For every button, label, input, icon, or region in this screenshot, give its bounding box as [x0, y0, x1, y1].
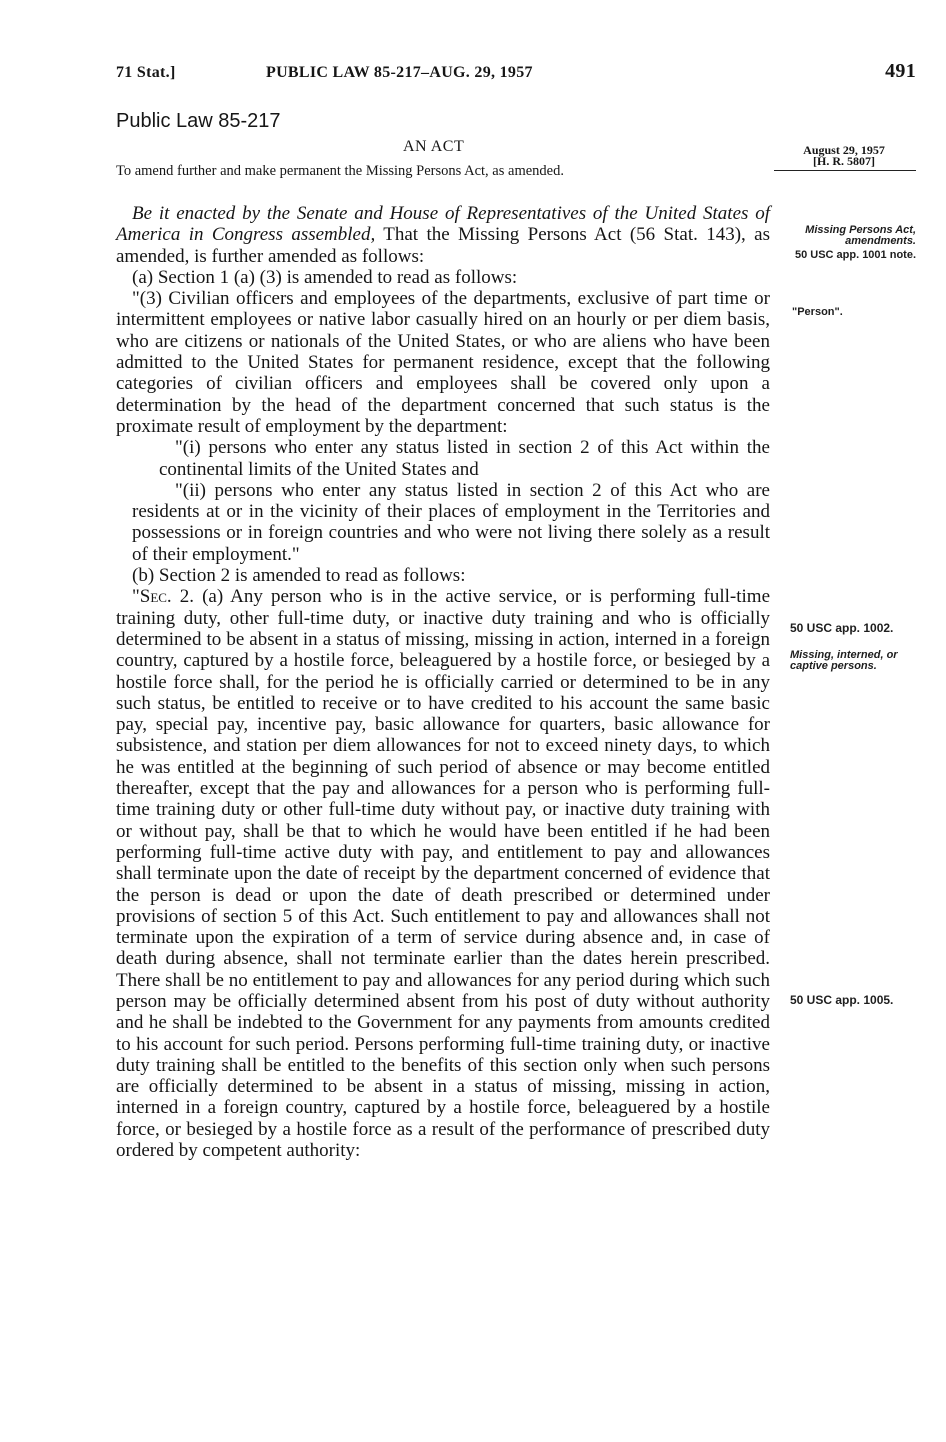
statute-volume: 71 Stat.] — [116, 64, 176, 81]
enacting-clause — [116, 203, 770, 267]
margin-note-person: "Person". — [792, 306, 843, 318]
act-body — [116, 203, 770, 1161]
act-purpose: To amend further and make permanent the Missing Persons Act, as amended. — [116, 163, 564, 179]
running-header — [116, 60, 916, 84]
public-law-title: Public Law 85-217 — [116, 110, 281, 132]
section-b-intro: (b) Section 2 is amended to read as follows: — [132, 565, 466, 587]
page-number: 491 — [885, 60, 916, 82]
section-1a3-text: "(3) Civilian officers and employees of the departments, exclusive of part time or intermittent employees or native labor casually hired on an hourly or per diem basis, who are citizens or nationals of the United States, or who are aliens who have been admitted to the United States for permanent residence, except that the following categories of civilian officers and employees shall be covered only upon a determination by the head of the department concerned that such status is the proximate result of employment by the department: — [116, 288, 770, 437]
date-rule — [774, 170, 916, 171]
enactment-date: August 29, 1957 — [803, 143, 885, 157]
section-2a-text — [116, 586, 770, 1161]
margin-note-usc-1001: 50 USC app. 1001 note. — [794, 249, 916, 261]
clause-ii — [116, 480, 770, 565]
an-act-heading: AN ACT — [403, 138, 465, 155]
law-citation-header: PUBLIC LAW 85-217–AUG. 29, 1957 — [266, 64, 533, 81]
clause-i-text: "(i) persons who enter any status listed in section 2 of this Act within the continental limits of the United States and — [159, 437, 770, 480]
section-label: "Sec. 2. — [132, 586, 194, 608]
margin-note-missing-persons: Missing Persons Act, amendments. — [805, 224, 916, 247]
clause-ii-text: "(ii) persons who enter any status listed in section 2 of this Act who are residents at or in the vicinity of their places of employment in the Territories and possessions or in foreign countries and who were not living there solely as a result of their employment." — [132, 479, 770, 565]
section-a-intro: (a) Section 1 (a) (3) is amended to read as follows: — [132, 266, 518, 288]
section-2a-body: (a) Any person who is in the active service, or is performing full-time training duty, other full-time duty, or inactive duty training and who is officially determined to be absent in a status of missing, missing in action, interned in a foreign country, captured by a hostile force, beleaguered by a hostile force, or besieged by a hostile force shall, for the period he is officially carried or determined to be in any such status, be entitled to receive or to have credited to his account the same basic pay, special pay, incentive pay, basic allowance for quarters, basic allowance for subsistence, and station per diem allowances for not to exceed ninety days, to which he was entitled at the beginning of such period of absence or may become entitled thereafter, except that the pay and allowances for a person who is performing full-time training duty or other full-time duty without pay, or inactive duty training with or without pay, shall be that to which he would have been entitled if he had been performing full-time active duty with pay, and entitlement to pay and allowances shall terminate upon the date of receipt by the department concerned of evidence that the person is dead or upon the date of death prescribed or determined under provisions of section 5 of this Act. Such entitlement to pay and allowances shall not terminate upon the expiration of a term of service during absence and, in case of death during absence, shall not terminate earlier than the dates herein prescribed. There shall be no entitlement to pay and allowances for any period during which such person may be officially determined absent from his post of duty without authority and he shall be indebted to the Government for any payments from amounts credited to his account for such period. Persons performing full-time training duty, or inactive duty training shall be entitled to the benefits of this section only when such persons are officially determined to be absent in a status of missing, missing in action, interned in a foreign country, captured by a hostile force, beleaguered by a hostile force, or besieged by a hostile force as a result of the performance of prescribed duty ordered by competent authority: — [116, 586, 771, 1162]
margin-note-usc-1005: 50 USC app. 1005. — [790, 993, 894, 1007]
enacting-formula: Be it enacted by the Senate and House of Representatives of the United States of America in Congress assembled, — [116, 203, 770, 246]
enacting-clause-rest: That the Missing Persons Act (56 Stat. 143), as amended, is further amended as follows: — [116, 224, 770, 267]
margin-note-usc-1002: 50 USC app. 1002. — [790, 621, 894, 635]
clause-i — [116, 437, 770, 480]
bill-number: [H. R. 5807] — [813, 154, 875, 168]
margin-note-missing-interned: Missing, interned, or captive persons. — [790, 649, 898, 672]
enactment-date-block — [774, 145, 914, 171]
